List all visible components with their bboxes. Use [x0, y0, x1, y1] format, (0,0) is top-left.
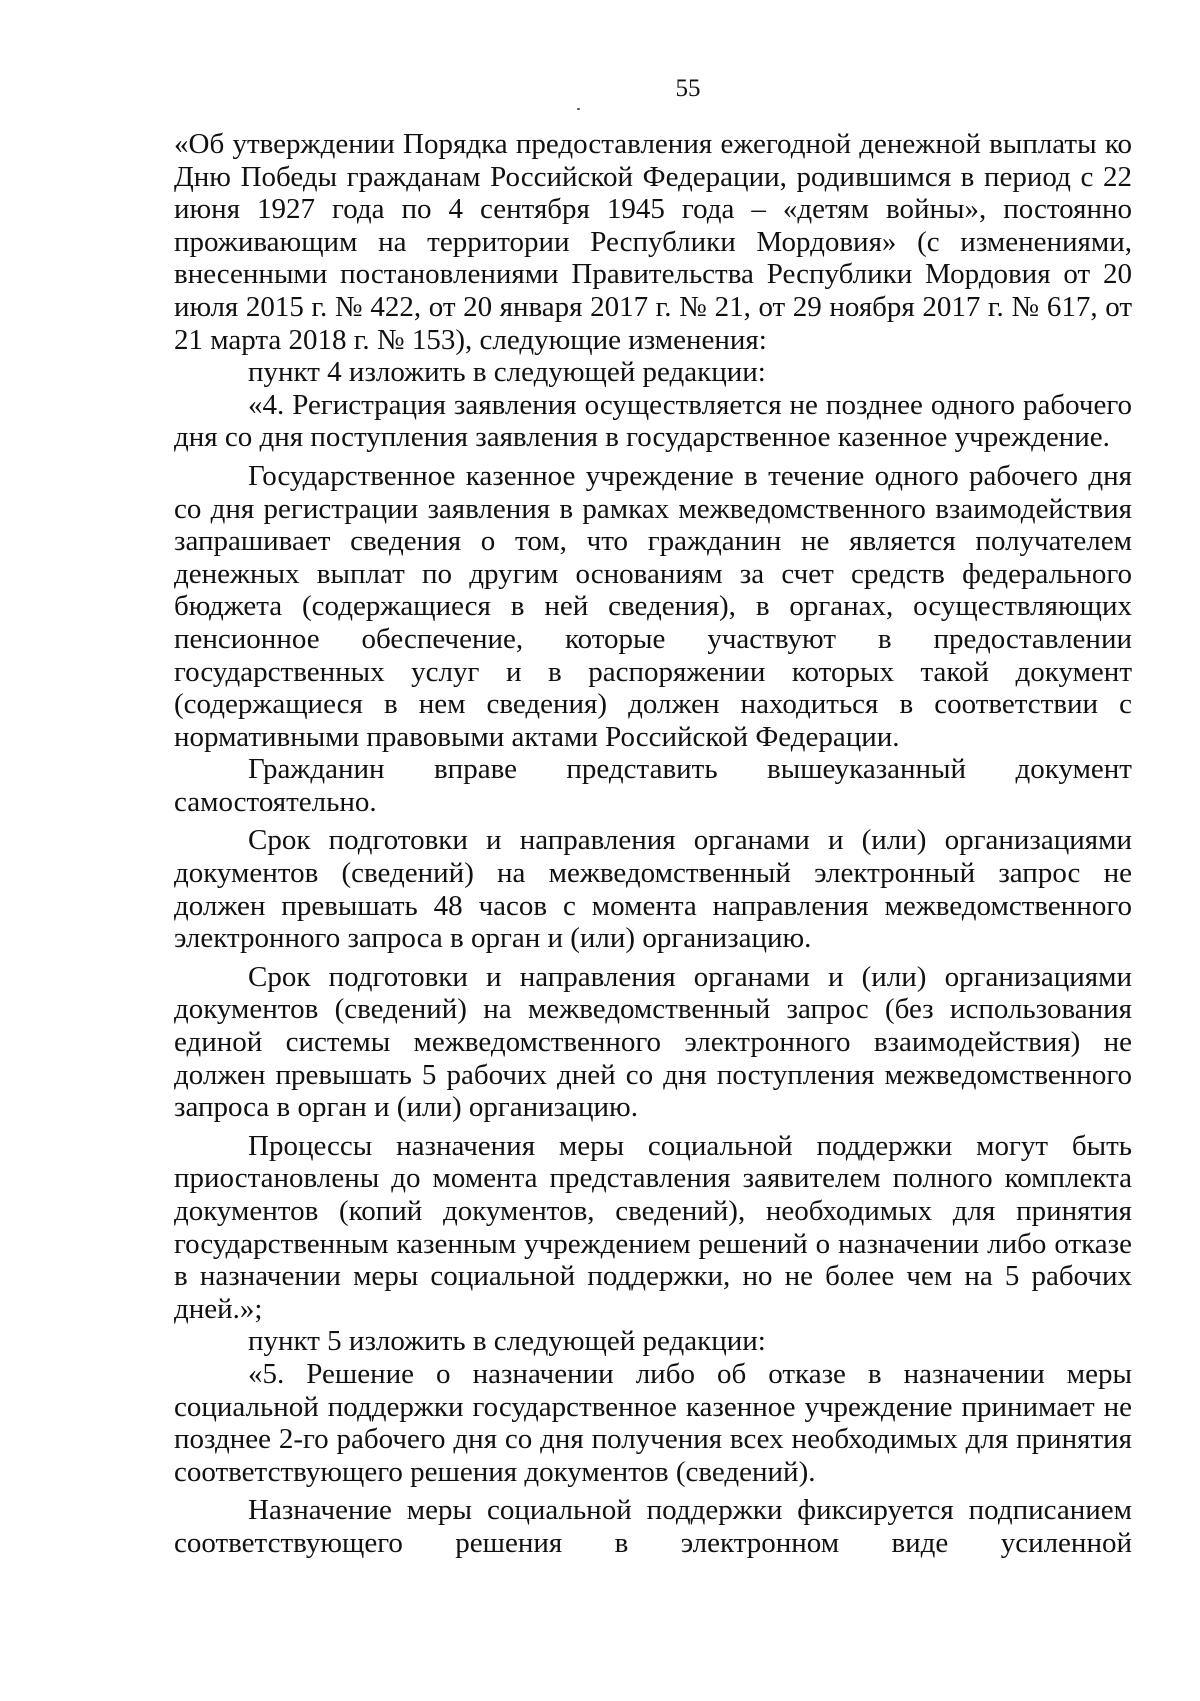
paragraph-point5-decision: «5. Решение о назначении либо об отказе в назначении меры социальной поддержки государственное казенное учреждение принимает не позднее 2-го рабочего дня со дня получения всех необходимых для принятия соответствующего решения документов (сведений). — [174, 1357, 1132, 1488]
paragraph-interagency-request: Государственное казенное учреждение в течение одного рабочего дня со дня регистрации заявления в рамках межведомственного взаимодействия запрашивает сведения о том, что гражданин не является получателем денежных выплат по другим основаниям за счет средств федерального бюджета (содержащиеся в ней сведения), в органах, осуществляющих пенсионное обеспечение, которые участвуют в предоставлении государственных услуг и в распоряжении которых такой документ (содержащиеся в нем сведения) должен находиться в соответствии с нормативными правовыми актами Российской Федерации. — [174, 459, 1132, 753]
paragraph-point4-registration: «4. Регистрация заявления осуществляется не позднее одного рабочего дня со дня поступления заявления в государственное казенное учреждение. — [174, 388, 1132, 454]
document-body — [174, 128, 1132, 1560]
paragraph-point4-intro: пункт 4 изложить в следующей редакции: — [248, 356, 766, 389]
paragraph-citizen-right: Гражданин вправе представить вышеуказанный документ самостоятельно. — [174, 753, 1132, 818]
paragraph-paper-deadline: Срок подготовки и направления органами и (или) организациями документов (сведений) на межведомственный запрос (без использования единой системы межведомственного электронного взаимодействия) не должен превышать 5 рабочих дней со дня поступления межведомственного запроса в орган и (или) организацию. — [174, 960, 1132, 1124]
paragraph-electronic-deadline: Срок подготовки и направления органами и (или) организациями документов (сведений) на межведомственный электронный запрос не должен превышать 48 часов с момента направления межведомственного электронного запроса в орган и (или) организацию. — [174, 824, 1132, 955]
paragraph-signature-fixation: Назначение меры социальной поддержки фиксируется подписанием соответствующего решения в электронном виде усиленной — [174, 1494, 1132, 1559]
scan-artifact — [577, 108, 580, 110]
paragraph-decree-title: «Об утверждении Порядка предоставления ежегодной денежной выплаты ко Дню Победы гражданам Российской Федерации, родившимся в период с 22 июня 1927 года по 4 сентября 1945 года – «детям войны», постоянно проживающим на территории Республики Мордовия» (с изменениями, внесенными постановлениями Правительства Республики Мордовия от 20 июля 2015 г. № 422, от 20 января 2017 г. № 21, от 29 ноября 2017 г. № 617, от 21 марта 2018 г. № 153), следующие изменения: — [174, 128, 1132, 356]
paragraph-point5-intro: пункт 5 изложить в следующей редакции: — [248, 1325, 766, 1358]
paragraph-suspension: Процессы назначения меры социальной поддержки могут быть приостановлены до момента представления заявителем полного комплекта документов (копий документов, сведений), необходимых для принятия государственным казенным учреждением решений о назначении либо отказе в назначении меры социальной поддержки, но не более чем на 5 рабочих дней.»; — [174, 1129, 1132, 1325]
page-number: 55 — [675, 75, 701, 102]
